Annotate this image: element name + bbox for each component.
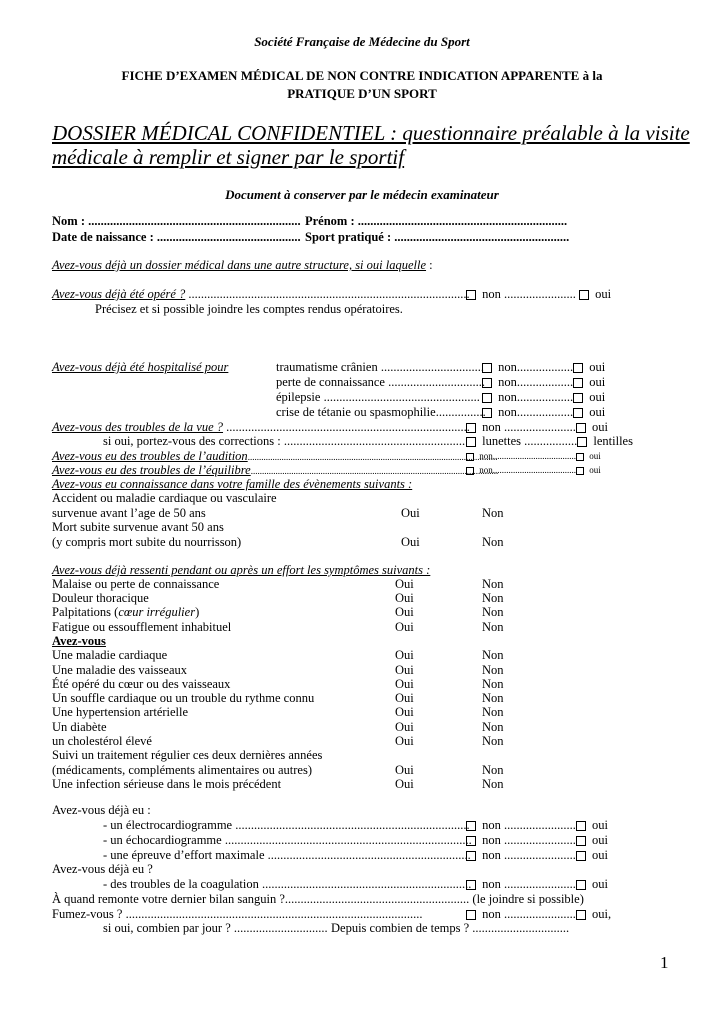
family-oui-1[interactable]: Oui <box>401 506 420 520</box>
exam-item-1: - un échocardiogramme ............................................................................... <box>103 833 472 847</box>
avez-non-5[interactable]: Non <box>482 720 504 734</box>
traitement-line1: Suivi un traitement régulier ces deux dernières années <box>52 748 323 762</box>
avez-item-4: Une hypertension artérielle <box>52 705 189 719</box>
question-audition: Avez-vous eu des troubles de l’audition............................................................................................................... <box>52 449 498 463</box>
hosp-choices-2: non.................. oui <box>482 390 605 405</box>
avez-item-1: Une maladie des vaisseaux <box>52 663 188 677</box>
naissance-field[interactable]: Date de naissance : .............................................. <box>52 230 301 244</box>
checkbox-equilibre-oui[interactable] <box>576 467 584 475</box>
traitement-non[interactable]: Non <box>482 763 504 777</box>
checkbox-hosp3-oui[interactable] <box>573 408 583 418</box>
checkbox-ecg-oui[interactable] <box>576 821 586 831</box>
checkbox-echo-oui[interactable] <box>576 836 586 846</box>
exam-item-0: - un électrocardiogramme ........................................................................... <box>103 818 470 832</box>
avez-oui-1[interactable]: Oui <box>395 663 414 677</box>
avez-non-2[interactable]: Non <box>482 677 504 691</box>
checkbox-hosp1-oui[interactable] <box>573 378 583 388</box>
avez-non-6[interactable]: Non <box>482 734 504 748</box>
question-hosp-label: Avez-vous déjà été hospitalisé pour <box>52 360 229 374</box>
page-number: 1 <box>660 953 669 972</box>
fumez-line: Fumez-vous ? ............................................................................................... <box>52 907 423 921</box>
checkbox-lentilles[interactable] <box>577 437 587 447</box>
traitement-oui[interactable]: Oui <box>395 763 414 777</box>
effort-item-1: Douleur thoracique <box>52 591 149 605</box>
effort-oui-0[interactable]: Oui <box>395 577 414 591</box>
effort-oui-3[interactable]: Oui <box>395 620 414 634</box>
avez-oui-0[interactable]: Oui <box>395 648 414 662</box>
coag-item: - des troubles de la coagulation ................................................................... <box>103 877 472 891</box>
question-dossier: Avez-vous déjà un dossier médical dans une autre structure, si oui laquelle : <box>52 258 433 272</box>
checkbox-audition-oui[interactable] <box>576 453 584 461</box>
dossier-title-line1: DOSSIER MÉDICAL CONFIDENTIEL : questionnaire préalable à la visite <box>52 121 690 145</box>
equilibre-choices: non..................................... oui <box>466 465 601 475</box>
nom-field[interactable]: Nom : .................................................................... <box>52 214 301 228</box>
form-title-line2: PRATIQUE D’UN SPORT <box>287 86 437 101</box>
question-equilibre: Avez-vous eu des troubles de l’équilibre.............................................................................................................. <box>52 463 499 477</box>
checkbox-audition-non[interactable] <box>466 453 474 461</box>
infection-oui[interactable]: Oui <box>395 777 414 791</box>
dossier-title-line2: médicale à remplir et signer par le sportif <box>52 145 405 169</box>
checkbox-fumez-oui[interactable] <box>576 910 586 920</box>
avez-non-1[interactable]: Non <box>482 663 504 677</box>
exam-item-2: - une épreuve d’effort maximale ................................................................. <box>103 848 471 862</box>
infection-non[interactable]: Non <box>482 777 504 791</box>
checkbox-coag-oui[interactable] <box>576 880 586 890</box>
checkbox-hosp3-non[interactable] <box>482 408 492 418</box>
family-oui-2[interactable]: Oui <box>401 535 420 549</box>
hosp-item-3: crise de tétanie ou spasmophilie................ <box>276 405 486 419</box>
hosp-item-1: perte de connaissance ............................... <box>276 375 485 389</box>
avez-item-2: Été opéré du cœur ou des vaisseaux <box>52 677 231 691</box>
avez-item-5: Un diabète <box>52 720 107 734</box>
question-vue: Avez-vous des troubles de la vue ? .............................................................................. <box>52 420 470 434</box>
avez-oui-6[interactable]: Oui <box>395 734 414 748</box>
effort-item-2: Palpitations (cœur irrégulier) <box>52 605 200 619</box>
hosp-choices-1: non.................. oui <box>482 375 605 390</box>
conserve-note: Document à conserver par le médecin examinateur <box>225 187 499 202</box>
checkbox-vue-oui[interactable] <box>576 423 586 433</box>
checkbox-equilibre-non[interactable] <box>466 467 474 475</box>
infection-line: Une infection sérieuse dans le mois précédent <box>52 777 282 791</box>
opere-choices: non ....................... oui <box>466 287 611 302</box>
opere-note: Précisez et si possible joindre les comptes rendus opératoires. <box>95 302 403 316</box>
avez-oui-4[interactable]: Oui <box>395 705 414 719</box>
fumez-depuis[interactable]: Depuis combien de temps ? ............................... <box>331 921 570 935</box>
avez-item-3: Un souffle cardiaque ou un trouble du rythme connu <box>52 691 315 705</box>
family-non-1[interactable]: Non <box>482 506 504 520</box>
vue-choices: non ....................... oui <box>466 420 608 435</box>
checkbox-vue-non[interactable] <box>466 423 476 433</box>
avez-item-0: Une maladie cardiaque <box>52 648 168 662</box>
fumez-choices: non ....................... oui, <box>466 907 611 922</box>
effort-oui-1[interactable]: Oui <box>395 591 414 605</box>
avez-non-4[interactable]: Non <box>482 705 504 719</box>
checkbox-coag-non[interactable] <box>466 880 476 890</box>
family-title: Avez-vous eu connaissance dans votre famille des évènements suivants : <box>52 477 413 491</box>
avez-item-6: un cholestérol élevé <box>52 734 152 748</box>
checkbox-ecg-non[interactable] <box>466 821 476 831</box>
exams-title2: Avez-vous déjà eu ? <box>52 862 153 876</box>
avez-oui-5[interactable]: Oui <box>395 720 414 734</box>
hosp-item-2: épilepsie .................................................. <box>276 390 480 404</box>
question-opere-label: Avez-vous déjà été opéré ? <box>52 287 186 301</box>
checkbox-lunettes[interactable] <box>466 437 476 447</box>
hosp-choices-3: non.................. oui <box>482 405 605 420</box>
effort-non-2[interactable]: Non <box>482 605 504 619</box>
traitement-line2: (médicaments, compléments alimentaires ou autres) <box>52 763 312 777</box>
effort-non-3[interactable]: Non <box>482 620 504 634</box>
bilan-line: À quand remonte votre dernier bilan sanguin ?........................................................... (le joindre si possible) <box>52 892 584 906</box>
checkbox-hosp0-non[interactable] <box>482 363 492 373</box>
checkbox-opere-non[interactable] <box>466 290 476 300</box>
audition-choices: non..................................... oui <box>466 451 601 461</box>
checkbox-hosp0-oui[interactable] <box>573 363 583 373</box>
hosp-item-0: traumatisme crânien ................................. <box>276 360 484 374</box>
family-line3: Mort subite survenue avant 50 ans <box>52 520 224 534</box>
checkbox-echo-non[interactable] <box>466 836 476 846</box>
family-line2: survenue avant l’age de 50 ans <box>52 506 206 520</box>
exams-title: Avez-vous déjà eu : <box>52 803 151 817</box>
form-title-line1: FICHE D’EXAMEN MÉDICAL DE NON CONTRE INDICATION APPARENTE à la <box>121 68 603 83</box>
fumez-combien[interactable]: si oui, combien par jour ? .............................. <box>103 921 328 935</box>
society-name: Société Française de Médecine du Sport <box>254 34 470 49</box>
hosp-choices-0: non.................. oui <box>482 360 605 375</box>
effort-item-3: Fatigue ou essoufflement inhabituel <box>52 620 232 634</box>
effort-title: Avez-vous déjà ressenti pendant ou après un effort les symptômes suivants : <box>52 563 431 577</box>
avez-oui-3[interactable]: Oui <box>395 691 414 705</box>
checkbox-effort-oui[interactable] <box>576 851 586 861</box>
avez-non-0[interactable]: Non <box>482 648 504 662</box>
family-non-2[interactable]: Non <box>482 535 504 549</box>
checkbox-effort-non[interactable] <box>466 851 476 861</box>
checkbox-opere-oui[interactable] <box>579 290 589 300</box>
effort-non-0[interactable]: Non <box>482 577 504 591</box>
vue-correction-choices: lunettes ................. lentilles <box>466 434 633 449</box>
coag-choices: non ....................... oui <box>466 877 608 892</box>
effort-non-1[interactable]: Non <box>482 591 504 605</box>
avez-oui-2[interactable]: Oui <box>395 677 414 691</box>
question-dossier-label: Avez-vous déjà un dossier médical dans une autre structure, si oui laquelle <box>52 258 427 272</box>
avez-vous-title: Avez-vous <box>52 634 106 648</box>
prenom-field[interactable]: Prénom : ................................................................... <box>305 214 568 228</box>
exam-choices-1: non ....................... oui <box>466 833 608 848</box>
sport-field[interactable]: Sport pratiqué : ........................................................ <box>305 230 570 244</box>
checkbox-fumez-non[interactable] <box>466 910 476 920</box>
effort-item-0: Malaise ou perte de connaissance <box>52 577 220 591</box>
checkbox-hosp1-non[interactable] <box>482 378 492 388</box>
family-line4: (y compris mort subite du nourrisson) <box>52 535 242 549</box>
question-opere: Avez-vous déjà été opéré ? .......................................................................................... <box>52 287 470 301</box>
checkbox-hosp2-oui[interactable] <box>573 393 583 403</box>
vue-correction: si oui, portez-vous des corrections : .......................................................... <box>103 434 466 448</box>
exam-choices-2: non ....................... oui <box>466 848 608 863</box>
avez-non-3[interactable]: Non <box>482 691 504 705</box>
checkbox-hosp2-non[interactable] <box>482 393 492 403</box>
family-line1: Accident ou maladie cardiaque ou vasculaire <box>52 491 277 505</box>
exam-choices-0: non ....................... oui <box>466 818 608 833</box>
effort-oui-2[interactable]: Oui <box>395 605 414 619</box>
